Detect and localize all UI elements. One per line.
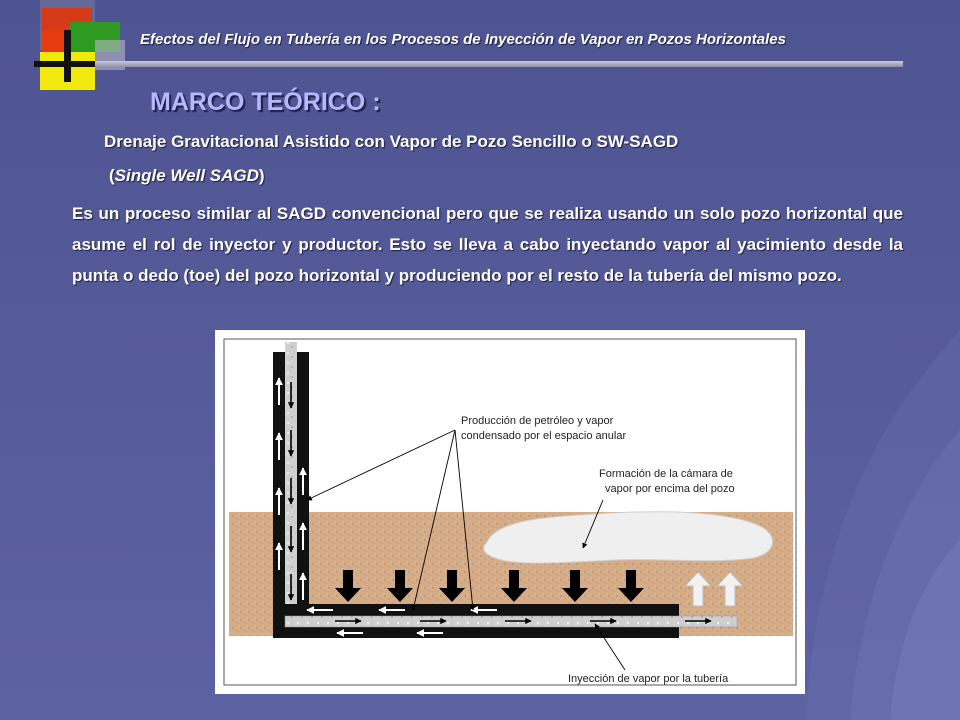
section-title: MARCO TEÓRICO :: [150, 88, 381, 116]
paren-open: (: [109, 166, 115, 185]
label-chamber-2: vapor por encima del pozo: [605, 483, 735, 495]
label-production-2: condensado por el espacio anular: [461, 430, 627, 442]
header-divider: [95, 61, 903, 67]
corner-logo: [0, 0, 140, 95]
label-injection: Inyección de vapor por la tubería: [568, 673, 729, 685]
slide-subtitle-acronym: [109, 166, 265, 186]
presentation-title: Efectos del Flujo en Tubería en los Procesos de Inyección de Vapor en Pozos Horizontales: [140, 31, 786, 48]
slide-subtitle: Drenaje Gravitacional Asistido con Vapor de Pozo Sencillo o SW-SAGD: [104, 132, 679, 151]
label-production-1: Producción de petróleo y vapor: [461, 415, 614, 427]
paren-close: ): [258, 166, 265, 185]
subtitle-acronym-italic: Single Well SAGD: [114, 166, 259, 185]
sw-sagd-diagram: [215, 330, 805, 694]
label-chamber-1: Formación de la cámara de: [599, 468, 733, 480]
body-paragraph: Es un proceso similar al SAGD convencional pero que se realiza usando un solo pozo horizontal que asume el rol de inyector y productor. Esto se lleva a cabo inyectando vapor al yacimiento desde la punta o dedo (toe) del pozo horizontal y produciendo por el resto de la tubería del mismo pozo.: [72, 204, 903, 285]
